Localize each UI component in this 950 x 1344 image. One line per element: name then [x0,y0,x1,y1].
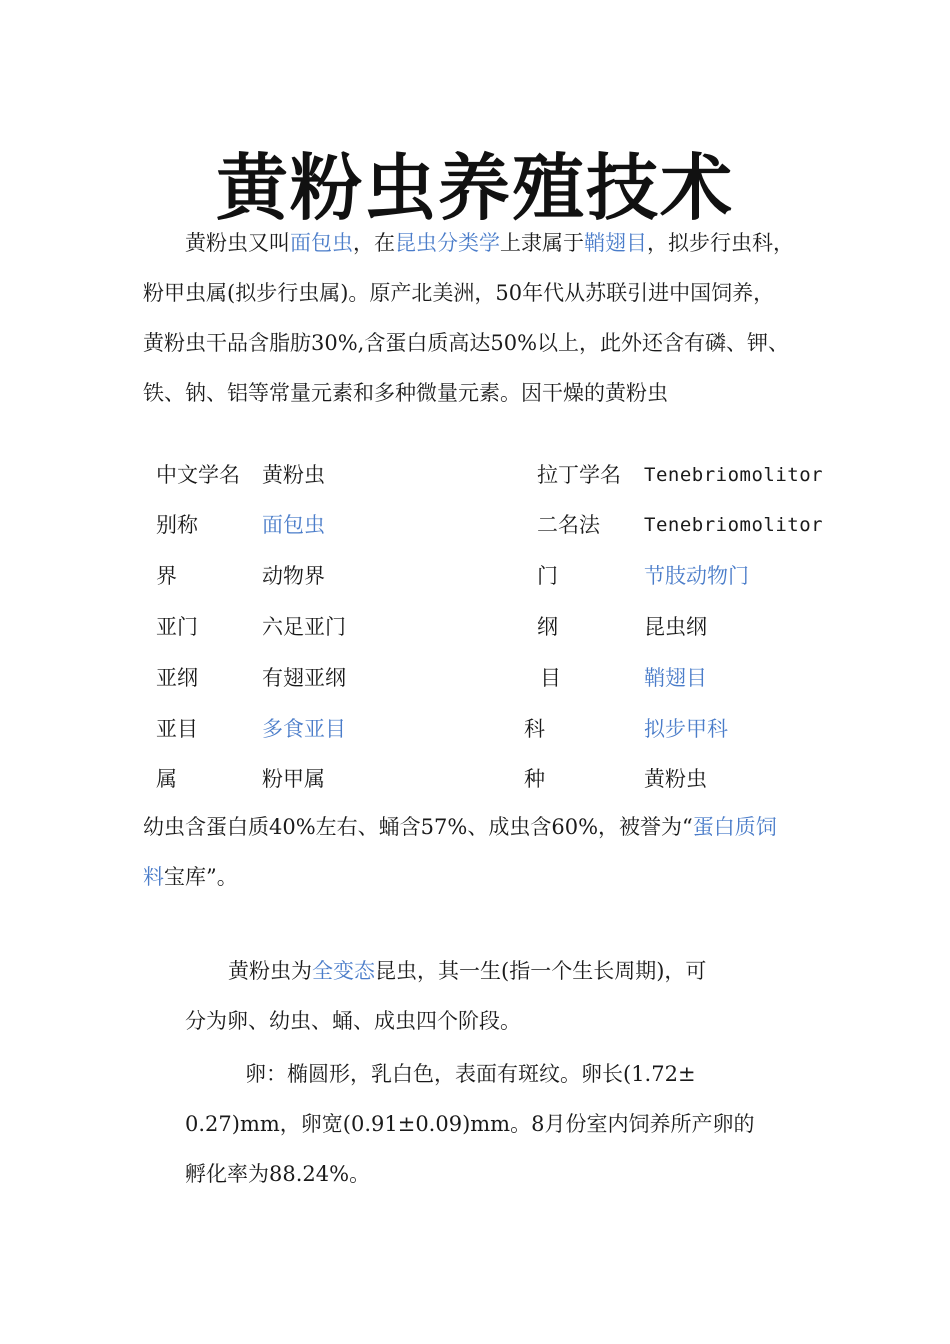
info-label: 亚门 [156,615,198,639]
egg-line-2: 0.27)mm，卵宽(0.91±0.09)mm。8月份室内饲养所产卵的 [185,1112,755,1136]
page-title: 黄粉虫养殖技术 [215,145,734,231]
info-label: 拉丁学名 [537,463,621,486]
life-stage-line-1 [185,946,706,996]
link-qiaochimu[interactable]: 鞘翅目 [584,231,647,255]
intro-paragraph [143,218,794,418]
info-label: 中文学名 [156,463,240,486]
info-value: 黄粉虫 [644,767,707,791]
egg-line-1: 卵：椭圆形，乳白色，表面有斑纹。卵长(1.72± [245,1062,696,1086]
intro-text: 黄粉虫又叫 [185,231,290,255]
info-label: 亚纲 [156,666,198,690]
life-stage-text: 昆虫，其一生(指一个生长周期)，可 [375,959,707,983]
info-link-value[interactable]: 鞘翅目 [644,666,707,690]
info-label: 亚目 [156,717,198,741]
info-value: 动物界 [262,564,325,588]
info-label: 界 [156,564,177,588]
info-link-value[interactable]: 节肢动物门 [644,564,749,588]
info-label: 纲 [537,615,558,639]
link-kunchong-fenleixue[interactable]: 昆虫分类学 [395,231,500,255]
link-danbaizhi-siliao[interactable]: 蛋白质饲 [692,815,777,839]
info-value: Tenebriomolitor [644,514,824,536]
info-label: 二名法 [537,513,600,537]
intro-line-1 [143,218,794,268]
info-value: 粉甲属 [262,767,325,791]
egg-paragraph [185,1049,754,1199]
info-label: 种 [524,767,545,791]
link-quanbiantai[interactable]: 全变态 [312,959,375,983]
nutrition-line-2 [143,852,777,902]
info-link-value[interactable]: 多食亚目 [262,717,346,741]
info-label: 目 [540,666,561,690]
info-link-value[interactable]: 面包虫 [262,513,325,537]
life-stage-text: 黄粉虫为 [228,959,312,983]
link-mianbaochong[interactable]: 面包虫 [290,231,353,255]
intro-line-4: 铁、钠、铝等常量元素和多种微量元素。因干燥的黄粉虫 [143,381,668,405]
intro-line-3: 黄粉虫干品含脂肪30%,含蛋白质高达50%以上，此外还含有磷、钾、 [143,331,790,355]
info-label: 属 [156,767,177,791]
info-label: 别称 [156,513,198,537]
info-link-value[interactable]: 拟步甲科 [644,717,728,741]
life-stage-paragraph [185,946,706,1046]
intro-text: 上隶属于 [500,231,584,255]
life-stage-line-2: 分为卵、幼虫、蛹、成虫四个阶段。 [185,1009,521,1033]
info-value: 六足亚门 [262,615,346,639]
info-label: 门 [537,564,558,588]
info-value: 昆虫纲 [644,615,707,639]
intro-text: ，在 [353,231,395,255]
info-value: 黄粉虫 [262,463,325,487]
info-label: 科 [524,717,545,741]
egg-line-3: 孵化率为88.24%。 [185,1162,371,1186]
intro-line-2: 粉甲虫属(拟步行虫属)。原产北美洲，50年代从苏联引进中国饲养， [143,281,775,305]
info-value: 有翅亚纲 [262,666,346,690]
intro-text: ，拟步行虫科， [647,231,794,255]
link-danbaizhi-siliao-cont[interactable]: 料 [143,865,164,889]
nutrition-paragraph [143,802,777,902]
nutrition-line-1 [143,802,777,852]
info-value: Tenebriomolitor [644,464,824,486]
nutrition-text: 幼虫含蛋白质40%左右、蛹含57%、成虫含60%，被誉为“ [143,815,693,839]
nutrition-text: 宝库”。 [164,865,238,889]
